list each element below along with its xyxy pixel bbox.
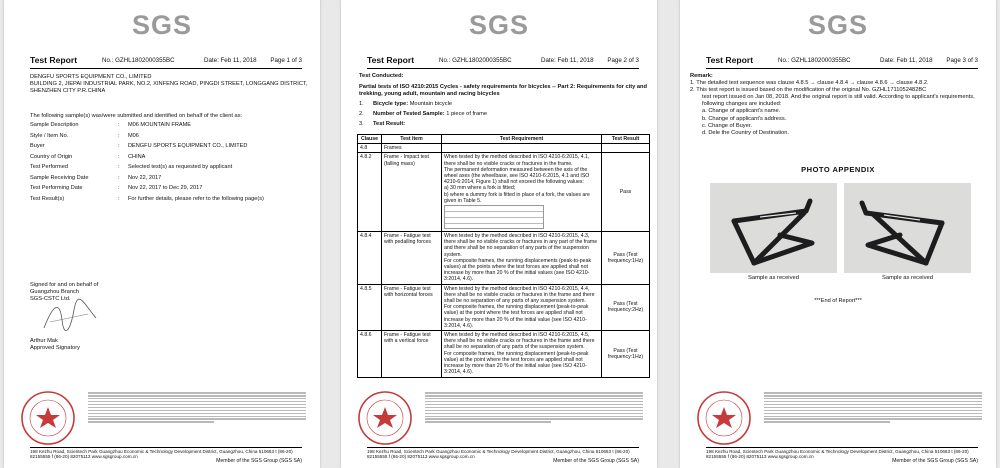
remark-label: Remark:: [690, 73, 713, 79]
remark-line: 2. This test report is issued based on the modification of the original No. GZHL1711052482BC: [690, 87, 927, 94]
applicant-line: DENGFU SPORTS EQUIPMENT CO., LIMITED: [30, 74, 152, 80]
info-row: Sample Receiving Date : Nov 22, 2017: [30, 175, 264, 186]
table-row: [358, 284, 650, 330]
sample-info-table: [30, 122, 264, 206]
summary-item: 1. Bicycle type: Mountain bicycle: [359, 101, 453, 108]
info-row: Country of Origin : CHINA: [30, 154, 264, 165]
change-item: d. Dele the Country of Destination.: [702, 129, 789, 136]
requirement-cell: [442, 144, 602, 153]
table-row: [358, 153, 650, 232]
change-item: b. Change of applicant's address.: [702, 115, 787, 122]
info-key: Sample Receiving Date: [30, 174, 89, 181]
remark-section: [690, 73, 990, 137]
clause-cell: 4.8.6: [358, 331, 382, 377]
clause-cell: 4.8.2: [358, 153, 382, 232]
signatory-name: Arthur Mak: [30, 338, 58, 344]
result-cell: [602, 144, 650, 153]
sgs-logo: SGS: [807, 10, 869, 40]
clause-cell: 4.8: [358, 144, 382, 153]
page-number: Page 1 of 3: [270, 57, 302, 64]
item-cell: Frames: [382, 144, 442, 153]
applicant-line: BUILDING 2, JIEPAI INDUSTRIAL PARK, NO.2, XINFENG ROAD, PINGDI STREET, LONGGANG DISTRICT,: [30, 81, 308, 88]
result-cell: Pass (Test frequency:1Hz): [602, 232, 650, 285]
end-of-report: ***End of Report***: [814, 298, 862, 304]
report-title: Test Report: [30, 55, 78, 65]
footer-address: 198 Kezhu Road, Scientech Park Guangzhou Economic & Technology Development District, Guangzhou, China 510663 t (86-20) 82155555 f (86-20) 82075113 www.sgsgroup.com.cn: [367, 447, 639, 459]
remark-line: 1. The detailed test sequence was clause 4.8.5 → clause 4.8.4 → clause 4.8.6 → clause 4.8.2.: [690, 80, 929, 87]
info-key: Country of Origin: [30, 153, 73, 160]
legal-fine-print: [88, 392, 306, 424]
info-value: Selected test(s) as requested by applicant: [128, 164, 233, 170]
table-row: [358, 331, 650, 377]
report-number: No.: GZHL1802000355BC: [778, 57, 851, 64]
report-title: Test Report: [706, 55, 754, 65]
report-date: Date: Feb 11, 2018: [880, 57, 933, 64]
report-number: No.: GZHL1802000355BC: [439, 57, 512, 64]
sgs-logo: SGS: [468, 10, 530, 40]
info-value: M06 MOUNTAIN FRAME: [128, 122, 191, 128]
report-header: [706, 57, 978, 67]
info-value: CHINA: [128, 153, 146, 160]
item-cell: Frame - Fatigue test with a vertical force: [382, 331, 442, 377]
sgs-logo: SGS: [131, 10, 193, 40]
bike-frame-photo: [710, 183, 837, 273]
info-key: Sample Description: [30, 122, 79, 128]
remark-line: test report issued on Jan 08, 2018. And the original report is still valid. According to applicant's requirements, following changes are included:: [702, 94, 975, 108]
info-row: Style / Item No. : M06: [30, 133, 264, 144]
official-stamp-icon: [20, 390, 76, 446]
change-item: c. Change of Buyer.: [702, 122, 752, 129]
item-cell: Frame - Impact test (falling mass): [382, 153, 442, 232]
table-header-row: [358, 135, 650, 144]
report-number: No.: GZHL1802000355BC: [102, 57, 175, 64]
change-item: a. Change of applicant's name.: [702, 108, 781, 115]
report-page-3: [680, 0, 996, 468]
deformation-table-thumbnail: [444, 205, 544, 229]
intro-text: The following sample(s) was/were submitted and identified on behalf of the client as:: [30, 113, 243, 119]
signed-line: Signed for and on behalf of: [30, 282, 99, 288]
report-date: Date: Feb 11, 2018: [204, 57, 257, 64]
clause-cell: 4.8.4: [358, 232, 382, 285]
photo-caption: Sample as received: [748, 275, 799, 281]
info-key: Test Performing Date: [30, 185, 83, 191]
photo-caption: Sample as received: [882, 275, 933, 281]
header-divider: [706, 68, 978, 69]
signed-line: SGS-CSTC Ltd.: [30, 296, 71, 303]
report-title: Test Report: [367, 55, 415, 65]
requirement-cell: When tested by the method described in ISO 4210-6:2015, 4.5, there shall be no visible cracks or fractures in the frame and there shall be no separation of any parts of the suspension system. For composite frames, the running displacement (peak-to-peak value) at the point where the test forces are applied shall not increase by more than 20 % of the initial value (see ISO 4210-3:2014, 4.6).: [442, 331, 602, 377]
info-row: Test Performed : Selected test(s) as requested by applicant: [30, 164, 264, 175]
applicant-line: SHENZHEN CITY P.R.CHINA: [30, 88, 106, 95]
test-conducted-text: Partial tests of ISO 4210:2015 Cycles - safety requirements for bicycles -- Part 2: Requirements for city and trekking, young adult, mountain and racing bicycles: [359, 84, 647, 98]
approved-signatory: [30, 338, 80, 352]
applicant-block: [30, 74, 310, 95]
report-page-1: [4, 0, 320, 468]
column-header: Test Result: [602, 135, 650, 144]
page-number: Page 3 of 3: [946, 57, 978, 64]
column-header: Test Item: [382, 135, 442, 144]
footer-address: 198 Kezhu Road, Scientech Park Guangzhou Economic & Technology Development District, Guangzhou, China 510663 t (86-20) 82155555 f (86-20) 82075113 www.sgsgroup.com.cn: [30, 447, 302, 459]
official-stamp-icon: [357, 390, 413, 446]
info-key: Test Result(s): [30, 195, 65, 202]
clause-cell: 4.8.5: [358, 284, 382, 330]
info-value: M06: [128, 132, 139, 139]
legal-fine-print: [425, 392, 643, 424]
footer-member: Member of the SGS Group (SGS SA): [553, 458, 639, 464]
summary-item: 2. Number of Tested Sample: 1 piece of frame: [359, 111, 488, 118]
info-row: Test Performing Date : Nov 22, 2017 to Dec 29, 2017: [30, 185, 264, 196]
header-divider: [367, 68, 639, 69]
info-row: Buyer : DENGFU SPORTS EQUIPMENT CO., LIMITED: [30, 143, 264, 154]
signatory-role: Approved Signatory: [30, 345, 80, 352]
test-result-table: [357, 134, 650, 378]
column-header: Clause: [358, 135, 382, 144]
footer-address: 198 Kezhu Road, Scientech Park Guangzhou Economic & Technology Development District, Guangzhou, China 510663 t (86-20) 82155555 f (86-20) 82075113 www.sgsgroup.com.cn: [706, 447, 978, 459]
info-key: Style / Item No.: [30, 132, 69, 139]
item-cell: Frame - Fatigue test with horizontal forces: [382, 284, 442, 330]
column-header: Test Requirement: [442, 135, 602, 144]
info-key: Buyer: [30, 143, 45, 149]
requirement-cell: When tested by the method described in ISO 4210-6:2015, 4.3, there shall be no visible cracks or fractures in any part of the frame and there shall be no separation of any parts of the suspension system. For composite frames, the running displacements (peak-to-peak values) at the points where the test forces are applied shall not increase by more than 20 % of the initial values (see ISO 4210-3:2014, 4.6).: [442, 232, 602, 285]
page-number: Page 2 of 3: [607, 57, 639, 64]
legal-fine-print: [764, 392, 982, 424]
requirement-cell: When tested by the method described in ISO 4210-6:2015, 4.1, there shall be no visible cracks or fractures in the frame. The permanent deformation measured between the axis of the wheel axes (the wheelbase, see ISO 4210-6:2015, 4.1 and ISO 4210-6:2014, Figure 1) shall not exceed the following values: a) 30 mm where a fork is fitted; b) where a dummy fork is fitted in place of a fork, the values are given in Table 5.: [442, 153, 602, 232]
info-value: For further details, please refer to the following page(s): [128, 195, 264, 202]
result-cell: Pass (Test frequency:1Hz): [602, 331, 650, 377]
official-stamp-icon: [696, 390, 752, 446]
info-value: DENGFU SPORTS EQUIPMENT CO., LIMITED: [128, 143, 248, 149]
info-key: Test Performed: [30, 164, 68, 170]
test-conducted-section: [359, 73, 647, 129]
header-divider: [30, 68, 302, 69]
report-header: [30, 57, 302, 67]
requirement-cell: When tested by the method described in ISO 4210-6:2015, 4.4, there shall be no visible cracks or fractures in the frame and there shall be no separation of any parts of any suspension system. For composite frames, the running displacement (peak-to-peak value) at the point where the test forces are applied shall not increase by more than 20 % of the initial value (see ISO 4210-3:2014, 4.6).: [442, 284, 602, 330]
photo-appendix-title: PHOTO APPENDIX: [801, 165, 875, 174]
footer-member: Member of the SGS Group (SGS SA): [216, 458, 302, 464]
table-row: [358, 144, 650, 153]
report-date: Date: Feb 11, 2018: [541, 57, 594, 64]
test-conducted-label: Test Conducted:: [359, 73, 404, 79]
footer-member: Member of the SGS Group (SGS SA): [892, 458, 978, 464]
signed-line: Guangzhou Branch: [30, 289, 80, 296]
info-value: Nov 22, 2017 to Dec 29, 2017: [128, 185, 203, 191]
result-cell: Pass: [602, 153, 650, 232]
signature-icon: [40, 298, 100, 334]
info-row: Test Result(s) : For further details, please refer to the following page(s): [30, 196, 264, 207]
bike-frame-photo: [844, 183, 971, 273]
info-value: Nov 22, 2017: [128, 174, 162, 181]
report-page-2: [341, 0, 657, 468]
table-row: [358, 232, 650, 285]
report-header: [367, 57, 639, 67]
item-cell: Frame - Fatigue test with pedalling forces: [382, 232, 442, 285]
info-row: Sample Description : M06 MOUNTAIN FRAME: [30, 122, 264, 133]
result-cell: Pass (Test frequency:2Hz): [602, 284, 650, 330]
summary-item: 3. Test Result:: [359, 121, 406, 128]
